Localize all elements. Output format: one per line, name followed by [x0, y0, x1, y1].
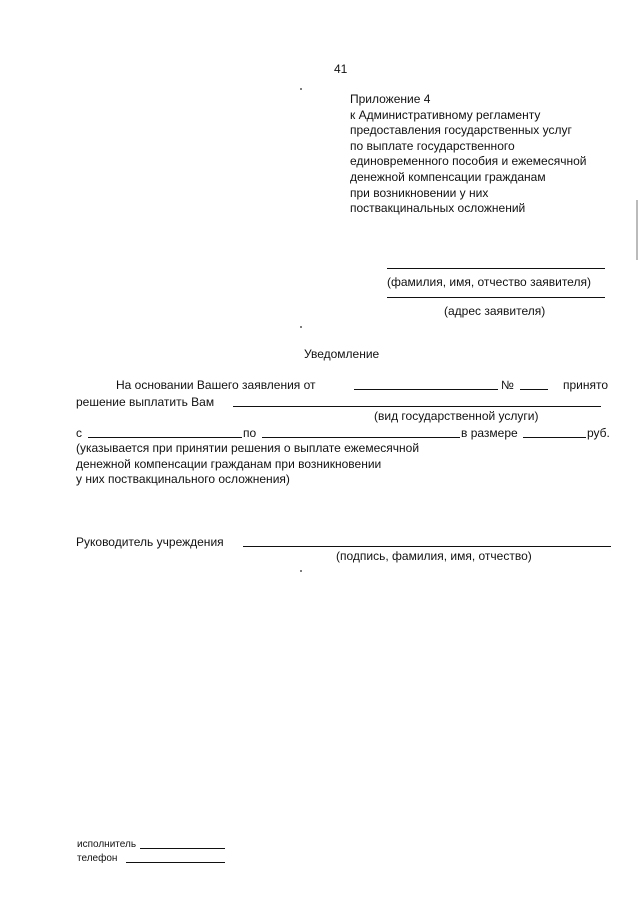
scan-dot: [300, 326, 302, 328]
phone-field[interactable]: [126, 862, 225, 863]
application-date-field[interactable]: [354, 389, 498, 390]
scan-dot: [300, 570, 302, 572]
service-type-caption: (вид государственной услуги): [374, 409, 539, 423]
annex-line: единовременного пособия и ежемесячной: [350, 154, 587, 169]
decision-text: решение выплатить Вам: [76, 395, 215, 409]
annex-line: Приложение 4: [350, 92, 431, 106]
annex-line: денежной компенсации гражданам: [350, 169, 546, 184]
executor-field[interactable]: [140, 848, 225, 849]
applicant-address-caption: (адрес заявителя): [444, 304, 546, 318]
executor-label: исполнитель: [77, 839, 137, 850]
phone-label: телефон: [77, 853, 118, 864]
to-label: по: [243, 426, 257, 440]
amount-field[interactable]: [523, 437, 586, 438]
applicant-address-field[interactable]: [387, 297, 605, 298]
from-label: с: [76, 426, 82, 440]
amount-label: в размере: [461, 426, 518, 440]
annex-line: по выплате государственного: [350, 138, 515, 153]
annex-line: поствакцинальных осложнений: [350, 201, 526, 216]
note-line: (указывается при принятии решения о выплате ежемесячной: [76, 441, 420, 455]
notice-title: Уведомление: [304, 347, 380, 361]
note-line: денежной компенсации гражданам при возникновении: [76, 456, 382, 471]
application-number-field[interactable]: [520, 389, 548, 390]
to-date-field[interactable]: [262, 437, 460, 438]
accepted-text: принято: [563, 378, 609, 392]
annex-line: при возникновении у них: [350, 185, 489, 200]
notice-intro-text: На основании Вашего заявления от: [116, 378, 316, 392]
scan-edge-mark: [636, 200, 638, 260]
notice-note: [76, 441, 419, 488]
signature-caption: (подпись, фамилия, имя, отчество): [336, 549, 532, 563]
annex-line: к Административному регламенту: [350, 107, 541, 122]
currency-label: руб.: [587, 426, 610, 440]
number-label: №: [501, 378, 514, 392]
applicant-name-caption: (фамилия, имя, отчество заявителя): [387, 275, 591, 289]
signature-field[interactable]: [243, 546, 611, 547]
annex-header: [350, 92, 586, 217]
from-date-field[interactable]: [88, 437, 242, 438]
scan-dot: [300, 88, 302, 90]
signature-label: Руководитель учреждения: [76, 535, 224, 549]
note-line: у них поствакцинального осложнения): [76, 472, 290, 486]
annex-line: предоставления государственных услуг: [350, 123, 572, 138]
page-number: 41: [334, 62, 348, 76]
applicant-name-field[interactable]: [387, 268, 605, 269]
service-type-field[interactable]: [233, 406, 601, 407]
